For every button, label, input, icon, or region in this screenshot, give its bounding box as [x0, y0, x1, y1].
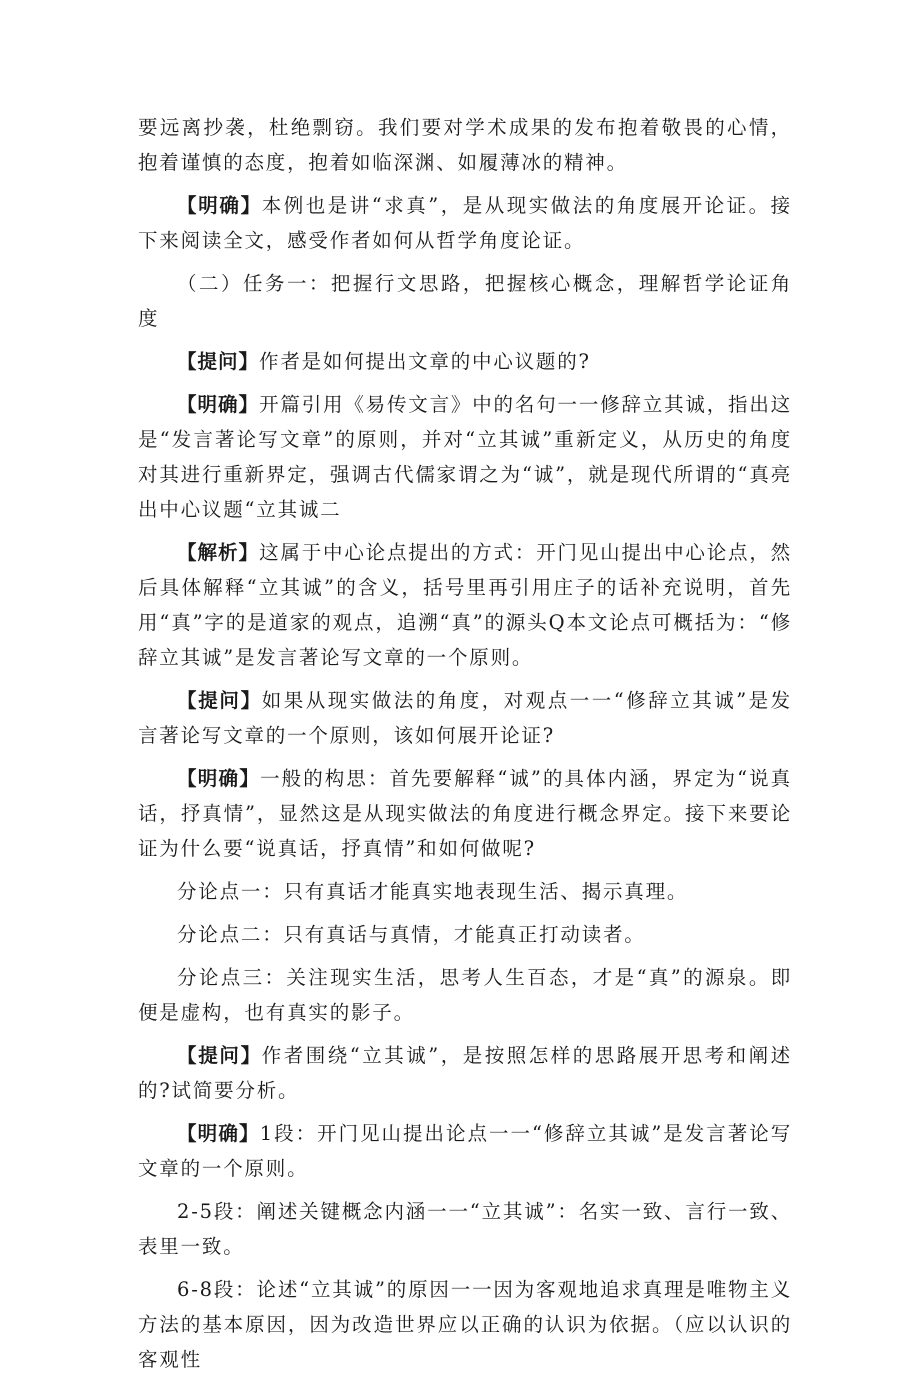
paragraph-label: 【提问】 [177, 689, 262, 712]
paragraph-label: 【明确】 [177, 1122, 260, 1145]
paragraph-11: 分论点三：关注现实生活，思考人生百态，才是“真”的源泉。即便是虚构，也有真实的影子。 [138, 966, 792, 1024]
paragraph-label: 【明确】 [177, 767, 261, 790]
paragraph-label: 【明确】 [177, 194, 262, 217]
paragraph-8: 【明确】一般的构思：首先要解释“诚”的具体内涵，界定为“说真话，抒真情”，显然这是从现实做法的角度进行概念界定。接下来要论证为什么要“说真话，抒真情”和如何做呢? [138, 767, 792, 860]
paragraph-label: 【解析】 [177, 541, 260, 564]
paragraph-12: 【提问】作者围绕“立其诚”，是按照怎样的思路展开思考和阐述的?试简要分析。 [138, 1044, 792, 1102]
paragraph-10: 分论点二：只有真话与真情，才能真正打动读者。 [177, 923, 646, 946]
paragraph-15: 6-8段：论述“立其诚”的原因一一因为客观地追求真理是唯物主义方法的基本原因，因为改造世界应以正确的认识为依据。（应以认识的客观性 [138, 1278, 792, 1371]
paragraph-2: 【明确】本例也是讲“求真”，是从现实做法的角度展开论证。接下来阅读全文，感受作者如何从哲学角度论证。 [138, 194, 792, 252]
paragraph-label: 【提问】 [177, 1044, 262, 1067]
paragraph-3: （二）任务一：把握行文思路，把握核心概念，理解哲学论证角度 [138, 272, 792, 330]
paragraph-label: 【明确】 [177, 393, 260, 416]
paragraph-4: 【提问】作者是如何提出文章的中心议题的? [177, 350, 591, 373]
paragraph-1: 要远离抄袭，杜绝剽窃。我们要对学术成果的发布抱着敬畏的心情，抱着谨慎的态度，抱着如临深渊、如履薄冰的精神。 [138, 116, 792, 174]
paragraph-7: 【提问】如果从现实做法的角度，对观点一一“修辞立其诚”是发言著论写文章的一个原则，该如何展开论证? [138, 689, 792, 747]
paragraph-5: 【明确】开篇引用《易传文言》中的名句一一修辞立其诚，指出这是“发言著论写文章”的原则，并对“立其诚”重新定义，从历史的角度对其进行重新界定，强调古代儒家谓之为“诚”，就是现代所谓的“真亮出中心议题“立其诚二 [138, 393, 792, 521]
paragraph-6: 【解析】这属于中心论点提出的方式：开门见山提出中心论点，然后具体解释“立其诚”的含义，括号里再引用庄子的话补充说明，首先用“真”字的是道家的观点，追溯“真”的源头Q本文论点可概括为：“修辞立其诚”是发言著论写文章的一个原则。 [138, 541, 792, 669]
paragraph-14: 2-5段：阐述关键概念内涵一一“立其诚”：名实一致、言行一致、表里一致。 [138, 1200, 792, 1258]
paragraph-9: 分论点一：只有真话才能真实地表现生活、揭示真理。 [177, 880, 689, 903]
paragraph-13: 【明确】1段：开门见山提出论点一一“修辞立其诚”是发言著论写文章的一个原则。 [138, 1122, 792, 1180]
paragraph-label: 【提问】 [177, 350, 260, 373]
